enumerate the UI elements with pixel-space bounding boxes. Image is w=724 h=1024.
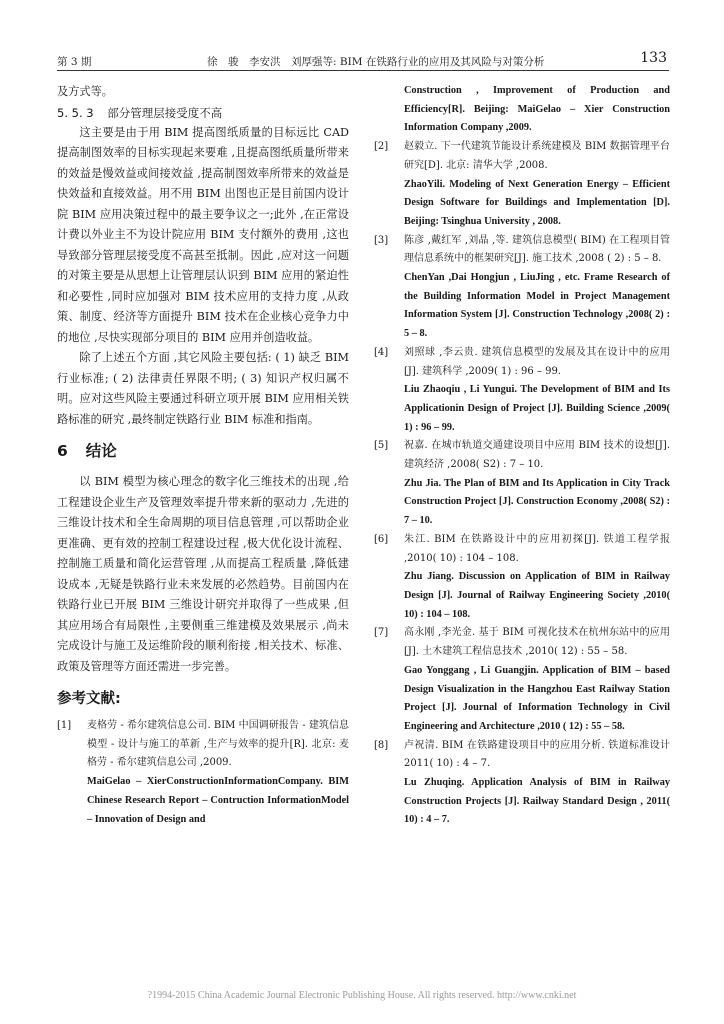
running-title: 徐 骏 李安洪 刘厚强等: BIM 在铁路行业的应用及其风险与对策分析	[207, 56, 545, 68]
section-title: 结论	[85, 442, 117, 460]
reference-item	[374, 232, 670, 344]
reference-en: Gao Yonggang , Li Guangjin. Application of BIM – based Design Visualization in the Hangzhou East Railway Station Project [J]. Journal of Information Technology in Civil Engineering and Architecture ,2010 ( 12) : 55 – 58.	[404, 664, 670, 732]
reference-item	[374, 82, 670, 138]
reference-number: [4]	[374, 346, 389, 358]
reference-item	[374, 737, 670, 831]
reference-zh: 刘照球 ,李云贵. 建筑信息模型的发展及其在设计中的应用[J]. 建筑科学 ,2009( 1) : 96 – 99.	[404, 346, 670, 377]
reference-item	[374, 531, 670, 625]
reference-en: ZhaoYili. Modeling of Next Generation Energy – Efficient Design Software for Buildings and Implementation [D]. Beijing: Tsinghua University , 2008.	[404, 178, 670, 227]
reference-item	[374, 344, 670, 438]
reference-number: [2]	[374, 141, 389, 153]
reference-en: Zhu Jiang. Discussion on Application of BIM in Railway Design [J]. Journal of Railway Engineering Society ,2010( 10) : 104 – 108.	[404, 571, 670, 620]
left-column	[57, 82, 349, 829]
reference-en: Liu Zhaoqiu , Li Yungui. The Development of BIM and Its Applicationin Design of Project [J]. Building Science ,2009( 1) : 96 – 99.	[404, 384, 670, 433]
section-heading	[57, 438, 349, 464]
paragraph: 这主要是由于用 BIM 提高图纸质量的目标远比 CAD 提高制图效率的目标实现起来要难 ,且提高图纸质量所带来的效益是慢效益或间接效益 ,提高制图效率所带来的效益是快效益和直接效益。用不用 BIM 出图也正是目前国内设计院 BIM 应用决策过程中的最主要争议之一;此外 ,在正常设计费以外业主不为设计院应用 BIM 支付额外的费用 ,这也导致部分管理层接受度不高甚至抵制。因此 ,应对这一问题的对策主要是从思想上让管理层认识到 BIM 应用的紧迫性和必要性 ,同时应加强对 BIM 技术应用的支持力度 ,从政策、制度、经济等方面提升 BIM 技术在企业核心竞争力中的地位 ,尽快实现部分项目的 BIM 应用并创造收益。	[57, 125, 349, 344]
reference-zh: 朱江. BIM 在铁路设计中的应用初探[J]. 铁道工程学报 ,2010( 10) : 104 – 108.	[404, 533, 670, 564]
reference-zh: 卢祝清. BIM 在铁路建设项目中的应用分析. 铁道标准设计 2011( 10) : 4 – 7.	[404, 739, 670, 770]
reference-item	[374, 138, 670, 232]
issue-label: 第 3 期	[57, 56, 92, 68]
section-number: 6	[57, 442, 68, 460]
reference-zh: 祝嘉. 在城市轨道交通建设项目中应用 BIM 技术的设想[J]. 建筑经济 ,2008( S2) : 7 – 10.	[404, 440, 670, 471]
subsection-number: 5. 5. 3	[57, 105, 94, 120]
paragraph: 以 BIM 模型为核心理念的数字化三维技术的出现 ,给工程建设企业生产及管理效率提升带来新的驱动力 ,先进的三维设计技术和全生命周期的项目信息管理 ,可以帮助企业更准确、更有效的控制工程建设过程 ,极大优化设计流程、控制施工质量和简化运营管理 ,从而提高工程质量 ,降低建设成本 ,无疑是铁路行业未来发展的必然趋势。目前国内在铁路行业已开展 BIM 三维设计研究并取得了一些成果 ,但其应用场合有局限性 ,主要侧重三维建模及效果展示 ,尚未完成设计与施工及运维阶段的顺利衔接 ,相关技术、标准、政策及管理等方面还需进一步完善。	[57, 475, 349, 673]
lead-line: 及方式等。	[57, 85, 113, 98]
page-number: 133	[640, 50, 667, 66]
subsection-heading	[57, 103, 349, 123]
reference-item	[57, 717, 349, 829]
reference-en: Construction , Improvement of Production and Efficiency[R]. Beijing: MaiGelao – Xier Construction Information Company ,2009.	[404, 85, 670, 134]
paragraph: 除了上述五个方面 ,其它风险主要包括: ( 1) 缺乏 BIM 行业标准; ( 2) 法律责任界限不明; ( 3) 知识产权归属不明。应对这些风险主要通过科研立项开展 BIM 应用相关铁路标准的研究 ,最终制定铁路行业 BIM 标准和指南。	[57, 351, 349, 426]
reference-zh: 高永刚 ,李光金. 基于 BIM 可视化技术在杭州东站中的应用[J]. 土木建筑工程信息技术 ,2010( 12) : 55 – 58.	[404, 627, 670, 658]
reference-zh: 陈彦 ,戴红军 ,刘晶 ,等. 建筑信息模型( BIM) 在工程项目管理信息系统中的框架研究[J]. 施工技术 ,2008 ( 2) : 5 – 8.	[404, 234, 670, 265]
reference-en: Zhu Jia. The Plan of BIM and Its Application in City Track Construction Project [J]. Construction Economy ,2008( S2) : 7 – 10.	[404, 477, 670, 527]
reference-en: ChenYan ,Dai Hongjun , LiuJing , etc. Frame Research of the Building Information Model in Project Management Information System [J]. Construction Technology ,2008( 2) : 5 – 8.	[404, 272, 670, 340]
reference-number: [8]	[374, 739, 389, 751]
running-header	[57, 50, 669, 71]
reference-item	[374, 624, 670, 736]
references-title: 参考文献:	[57, 691, 121, 707]
reference-number: [5]	[374, 440, 389, 452]
reference-en: MaiGelao – XierConstructionInformationCompany. BIM Chinese Research Report – Contruction InformationModel – Innovation of Design and	[87, 776, 349, 825]
reference-number: [7]	[374, 627, 389, 639]
reference-number: [3]	[374, 234, 389, 246]
subsection-title: 部分管理层接受度不高	[107, 105, 223, 120]
reference-number: [6]	[374, 533, 389, 545]
reference-en: Lu Zhuqing. Application Analysis of BIM in Railway Construction Projects [J]. Railway Standard Design , 2011( 10) : 4 – 7.	[404, 777, 670, 826]
reference-item	[374, 437, 670, 531]
reference-zh: 麦格劳 - 希尔建筑信息公司. BIM 中国调研报告 - 建筑信息模型 - 设计与施工的革新 ,生产与效率的提升[R]. 北京: 麦格劳 - 希尔建筑信息公司 ,2009.	[87, 720, 349, 769]
reference-zh: 赵毅立. 下一代建筑节能设计系统建模及 BIM 数据管理平台研究[D]. 北京: 清华大学 ,2008.	[404, 141, 670, 171]
right-column	[374, 82, 670, 830]
reference-number: [1]	[57, 720, 72, 731]
copyright-footer: ?1994-2015 China Academic Journal Electronic Publishing House. All rights reserved. http://www.cnki.net	[147, 990, 577, 1001]
